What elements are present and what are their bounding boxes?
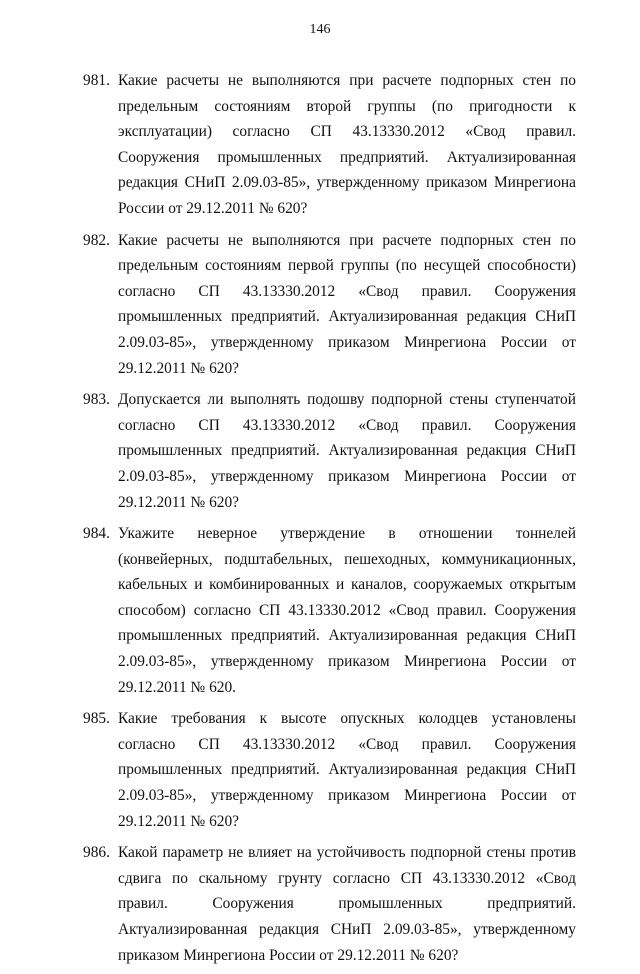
page-number: 146 [309,22,331,37]
question-number: 981. [83,72,110,89]
question-number: 986. [83,844,110,862]
question-text: Укажите неверное утверждение в отношении тоннелей (конвейерных, подштабельных, пешеходных, коммуникационных, кабельных и комбинированных и каналов, сооружаемых открытым способом) согласно СП 43.13330.2012 «Свод правил. Сооружения промышленных предприятий. Актуализированная редакция СНиП 2.09.03-85», утвержденному приказом Минрегиона России от 29.12.2011 № 620. [118,525,576,696]
question-item [83,68,576,222]
question-item [83,706,576,834]
question-text: Какие расчеты не выполняются при расчете подпорных стен по предельным состояниям второй группы (по пригодности к эксплуатации) согласно СП 43.13330.2012 «Свод правил. Сооружения промышленных предприятий. Актуализированная редакция СНиП 2.09.03-85», утвержденному приказом Минрегиона России от 29.12.2011 № 620? [118,72,576,217]
question-item [83,840,576,968]
question-text: Какие расчеты не выполняются при расчете подпорных стен по предельным состояниям первой группы (по несущей способности) согласно СП 43.13330.2012 «Свод правил. Сооружения промышленных предприятий. Актуализированная редакция СНиП 2.09.03-85», утвержденному приказом Минрегиона России от 29.12.2011 № 620? [118,231,576,377]
question-item [83,228,576,382]
question-text: Какой параметр не влияет на устойчивость подпорной стены против сдвига по скальному грунту согласно СП 43.13330.2012 «Свод правил. Сооружения промышленных предприятий. Актуализированная редакция СНиП 2.09.03-85», утвержденному приказом Минрегиона России от 29.12.2011 № 620? [118,844,576,964]
question-number: 982. [83,231,110,249]
question-number: 985. [83,710,110,728]
question-text: Какие требования к высоте опускных колодцев установлены согласно СП 43.13330.2012 «Свод правил. Сооружения промышленных предприятий. Актуализированная редакция СНиП 2.09.03-85», утвержденному приказом Минрегиона России от 29.12.2011 № 620? [118,710,576,830]
question-number: 983. [83,391,110,409]
question-list [83,68,576,974]
question-item [83,521,576,700]
question-number: 984. [83,525,110,543]
question-text: Допускается ли выполнять подошву подпорной стены ступенчатой согласно СП 43.13330.2012 «Свод правил. Сооружения промышленных предприятий. Актуализированная редакция СНиП 2.09.03-85», утвержденному приказом Минрегиона России от 29.12.2011 № 620? [118,391,576,511]
question-item [83,387,576,515]
